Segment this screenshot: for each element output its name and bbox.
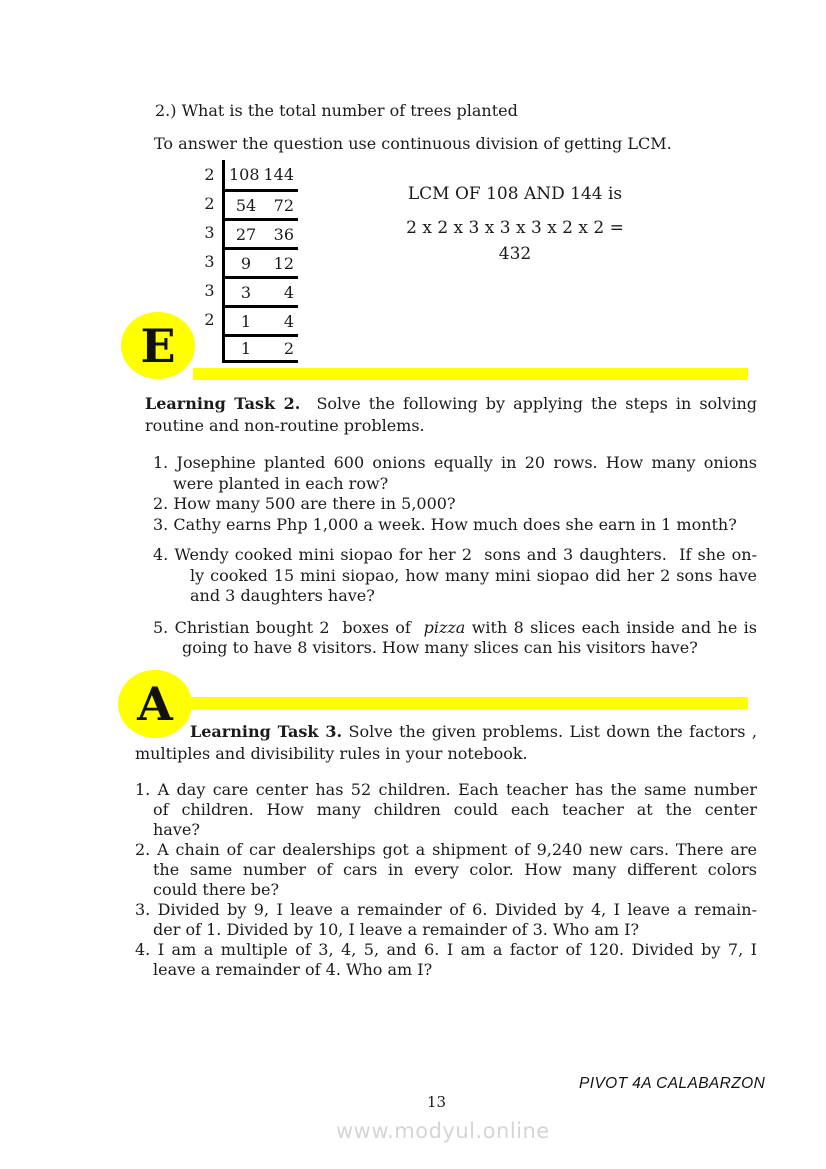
list-item [135,840,757,900]
list-item [135,780,757,840]
text-line: 3. Cathy earns Php 1,000 a week. How much does she earn in 1 month? [153,514,737,534]
quotient-right: 144 [263,165,294,184]
section-badge-a: A [118,670,192,738]
italic-text: pizza [423,617,466,637]
watermark-text: www.modyul.online [336,1119,550,1143]
quotient-right: 2 [283,339,294,358]
quotient-right: 72 [273,195,294,215]
quotient-cell [222,189,298,218]
division-row [197,247,298,276]
quotient-cell [222,334,298,363]
continuous-division-table [197,160,298,363]
text-line: 2. A chain of car dealerships got a shipment of 9,240 new cars. There are [135,840,757,859]
text-segment: Solve the following by applying the steps in solving [300,394,757,413]
list-item [153,515,757,536]
quotient-left: 54 [235,195,257,215]
quotient-left: 9 [240,253,252,273]
yellow-divider-bar-e [193,368,748,380]
text-line: ly cooked 15 mini siopao, how many mini siopao did her 2 sons have [190,565,757,585]
list-item [153,453,757,494]
list-item [135,900,757,940]
quotient-left: 108 [228,165,260,184]
divisor-cell: 2 [204,310,215,329]
text-line: were planted in each row? [173,473,389,493]
list-item [153,545,757,607]
divisor-cell: 3 [204,252,215,271]
division-row [197,334,298,363]
divisor-cell: 3 [204,223,215,242]
bold-text: Learning Task 2. [145,394,301,413]
text-line: leave a remainder of 4. Who am I? [153,960,433,979]
text-line: the same number of cars in every color. How many different colors [153,860,757,879]
division-row [197,305,298,334]
lcm-result-block [395,184,635,264]
lcm-title: LCM OF 108 AND 144 is [407,184,623,204]
text-line: could there be? [153,880,280,899]
text-segment: 5. Christian bought 2 boxes of [153,617,424,637]
text-line: and 3 daughters have? [190,586,375,605]
text-line: 1. Josephine planted 600 onions equally in 20 rows. How many onions [153,453,757,472]
instruction-text: To answer the question use continuous division of getting LCM. [154,134,672,153]
quotient-cell [222,218,298,247]
task2-intro [145,393,757,437]
quotient-left: 27 [235,224,257,244]
division-row [197,160,298,189]
text-line: of children. How many children could each teacher at the center [153,800,757,819]
text-line: der of 1. Divided by 10, I leave a remainder of 3. Who am I? [153,920,640,939]
text-segment: Solve the given problems. List down the factors , [342,722,758,741]
text-line [145,393,757,415]
division-row [197,276,298,305]
task3-intro [135,721,757,765]
bold-text: Learning Task 3. [190,722,343,741]
text-segment: with 8 slices each inside and he is [465,617,757,637]
quotient-right: 4 [283,282,294,302]
quotient-right: 4 [283,311,294,331]
text-line: 4. Wendy cooked mini siopao for her 2 sons and 3 daughters. If she on- [153,545,757,564]
question-text: 2.) What is the total number of trees planted [155,101,518,120]
divisor-cell [197,334,222,363]
division-row [197,189,298,218]
task2-problem-list [153,453,757,659]
lcm-result: 432 [498,244,532,264]
text-line [135,721,757,743]
divisor-cell: 2 [204,194,215,213]
text-line: 2. How many 500 are there in 5,000? [153,494,456,513]
task3-problem-list [135,780,757,980]
quotient-cell [222,276,298,305]
quotient-left: 3 [240,282,252,302]
quotient-right: 12 [273,253,294,273]
divisor-cell: 3 [204,281,215,300]
footer-brand: PIVOT 4A CALABARZON [579,1075,766,1092]
list-item [153,494,757,515]
text-line: going to have 8 visitors. How many slices can his visitors have? [182,638,698,657]
text-line: 1. A day care center has 52 children. Each teacher has the same number [135,780,757,799]
divisor-cell: 2 [204,165,215,184]
quotient-left: 1 [240,339,252,358]
yellow-divider-bar-a [183,697,748,709]
quotient-cell [222,305,298,334]
text-line [153,618,757,639]
text-line: 4. I am a multiple of 3, 4, 5, and 6. I am a factor of 120. Divided by 7, I [135,940,757,959]
list-item [135,940,757,980]
text-line: routine and non-routine problems. [145,416,425,435]
quotient-left: 1 [240,311,252,331]
page-number: 13 [427,1093,447,1111]
list-item [153,618,757,659]
text-line: 3. Divided by 9, I leave a remainder of 6. Divided by 4, I leave a remain- [135,900,757,919]
quotient-cell [222,247,298,276]
quotient-cell [222,160,298,189]
text-line: multiples and divisibility rules in your notebook. [135,744,528,763]
division-row [197,218,298,247]
lcm-equation: 2 x 2 x 3 x 3 x 3 x 2 x 2 = [406,218,624,238]
section-badge-e: E [121,312,195,379]
text-line: have? [153,820,200,839]
quotient-right: 36 [273,224,294,244]
